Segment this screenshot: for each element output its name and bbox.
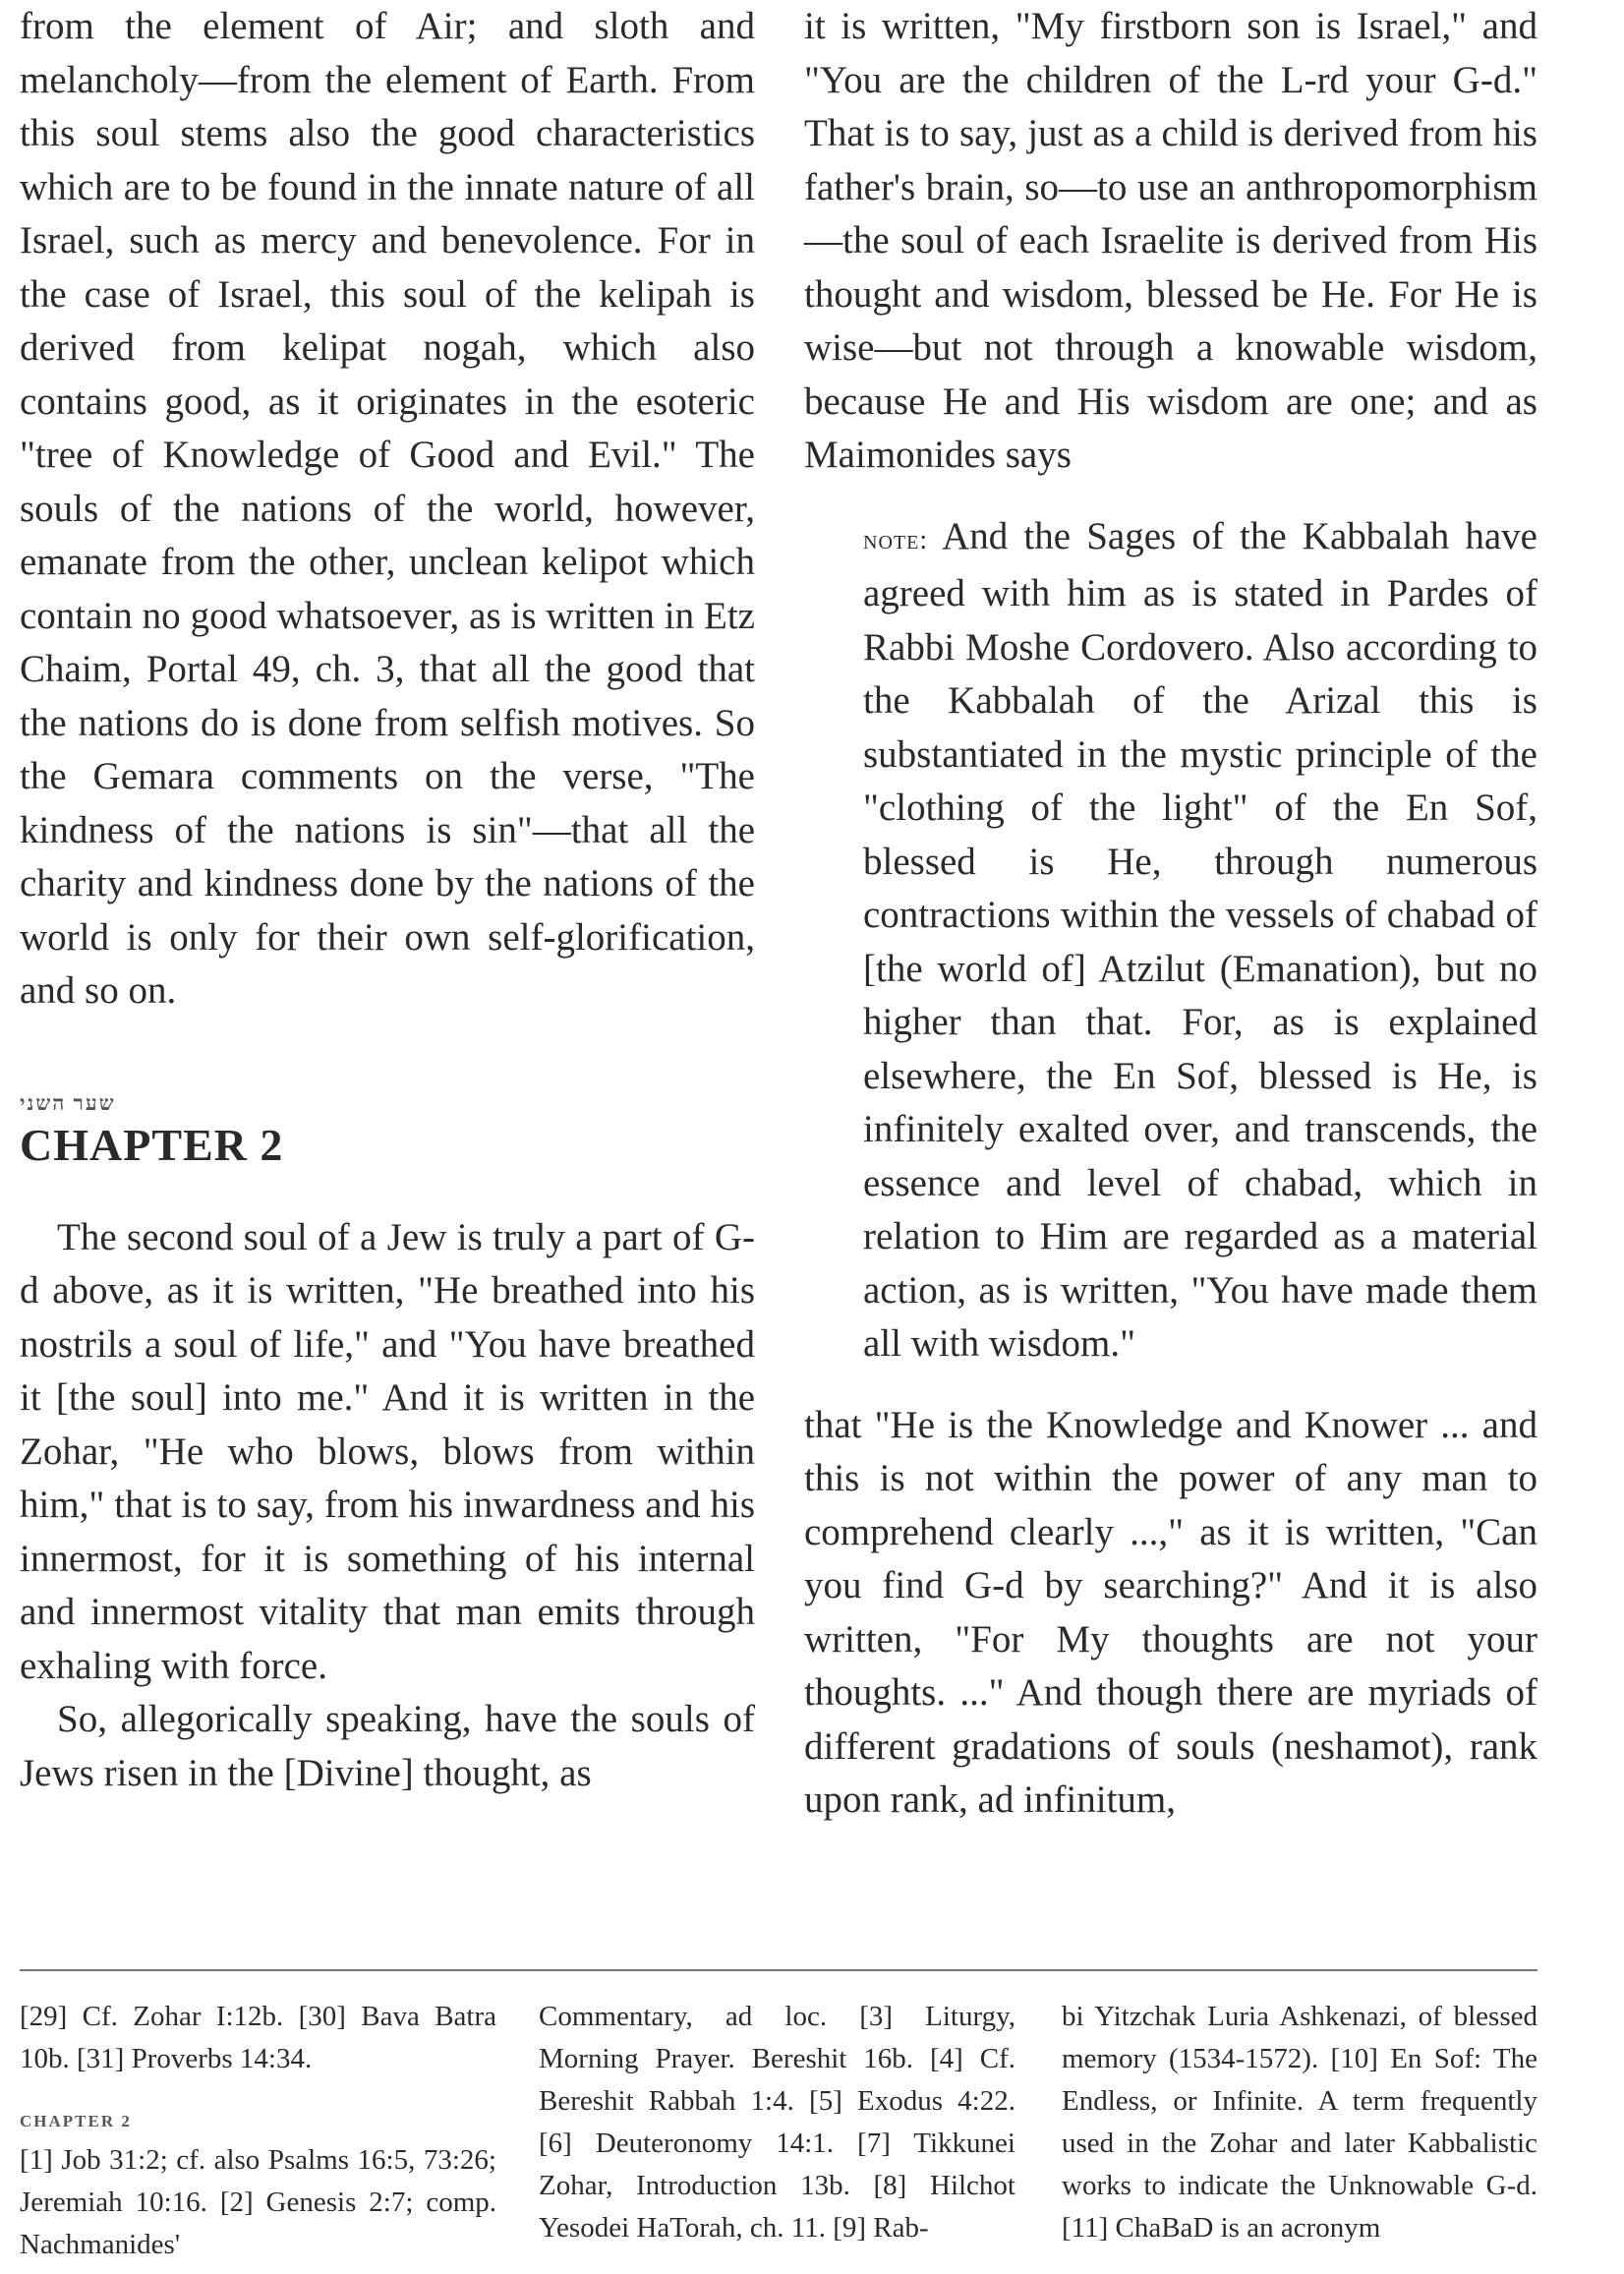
left-text-block [20, 0, 755, 1019]
footnote-chapter-heading: CHAPTER 2 [20, 2112, 132, 2130]
left-column [20, 0, 755, 1800]
footnote-text: Commentary, ad loc. [3] Liturgy, Morning Prayer. Bereshit 16b. [4] Cf. Bereshit Rabbah 1:4. [5] Exodus 4:22. [6] Deuteronomy 14:1. [7] Tikkunei Zohar, Introduction 13b. [8] Hilchot Yesodei HaTorah, ch. 11. [9] Rab- [539, 2001, 1015, 2244]
note-tag: note: [863, 524, 929, 555]
footnotes-column-3 [1062, 1996, 1537, 2249]
right-column [804, 0, 1537, 1828]
opening-paragraph: from the element of Air; and sloth and melancholy—from the element of Earth. From this soul stems also the good characteristics which are to be found in the innate nature of all Israel, such as mercy and benevolence. For in the case of Israel, this soul of the kelipah is derived from kelipat nogah, which also contains good, as it originates in the esoteric "tree of Knowledge of Good and Evil." The souls of the nations of the world, however, emanate from the other, unclean kelipot which contain no good whatsoever, as is written in Etz Chaim, Portal 49, ch. 3, that all the good that the nations do is done from selfish motives. So the Gemara comments on the verse, "The kindness of the nations is sin"—that all the charity and kindness done by the nations of the world is only for their own self-glorification, and so on. [20, 5, 755, 1012]
chapter-text-block [20, 1211, 755, 1801]
footnotes-column-1 [20, 1996, 496, 2266]
footnote-text: bi Yitzchak Luria Ashkenazi, of blessed memory (1534-1572). [10] En Sof: The Endless, or Infinite. A term frequently used in the Zohar and later Kabbalistic works to indicate the Unknowable G-d. [11] ChaBaD is an acronym [1062, 2001, 1537, 2244]
note-text: And the Sages of the Kabbalah have agreed with him as is stated in Pardes of Rabbi Moshe Cordovero. Also according to the Kabbalah of the Arizal this is substantiated in the mystic principle of the "clothing of the light" of the En Sof, blessed is He, through numerous contractions within the vessels of chabad of [the world of] Atzilut (Emanation), but no higher than that. For, as is explained elsewhere, the En Sof, blessed is He, is infinitely exalted over, and transcends, the essence and level of chabad, which in relation to Him are regarded as a material action, as is written, "You have made them all with wisdom." [863, 514, 1537, 1365]
footnote-text: [29] Cf. Zohar I:12b. [30] Bava Batra 10b. [31] Proverbs 14:34. [20, 2001, 496, 2074]
continuation-paragraph: it is written, "My firstborn son is Israel," and "You are the children of the L-rd your G-d." That is to say, just as a child is derived from his father's brain, so—to use an anthropomorphism—the soul of each Israelite is derived from His thought and wisdom, blessed be He. For He is wise—but not through a knowable wisdom, because He and His wisdom are one; and as Maimonides says [804, 5, 1537, 476]
chapter-heading-block [20, 1089, 755, 1174]
footnote-text: [1] Job 31:2; cf. also Psalms 16:5, 73:26; Jeremiah 10:16. [2] Genesis 2:7; comp. Nachmanides' [20, 2144, 496, 2260]
chapter-title: CHAPTER 2 [20, 1119, 284, 1170]
chapter-kicker: שער השני [20, 1090, 116, 1115]
note-block [863, 510, 1537, 1371]
after-note-paragraph: that "He is the Knowledge and Knower ... and this is not within the power of any man to comprehend clearly ...," as it is written, "Can you find G-d by searching?" And it is also written, "For My thoughts are not your thoughts. ..." And though there are myriads of different gradations of souls (neshamot), rank upon rank, ad infinitum, [804, 1403, 1537, 1821]
footnotes-column-2 [539, 1996, 1015, 2249]
after-note-block [804, 1399, 1537, 1828]
right-text-block [804, 0, 1537, 483]
chapter-paragraph-2: So, allegorically speaking, have the souls of Jews risen in the [Divine] thought, as [20, 1698, 755, 1794]
footnote-divider [20, 1969, 1537, 1971]
chapter-paragraph-1: The second soul of a Jew is truly a part of G-d above, as it is written, "He breathed into his nostrils a soul of life," and "You have breathed it [the soul] into me." And it is written in the Zohar, "He who blows, blows from within him," that is to say, from his inwardness and his innermost, for it is something of his internal and innermost vitality that man emits through exhaling with force. [20, 1215, 755, 1687]
